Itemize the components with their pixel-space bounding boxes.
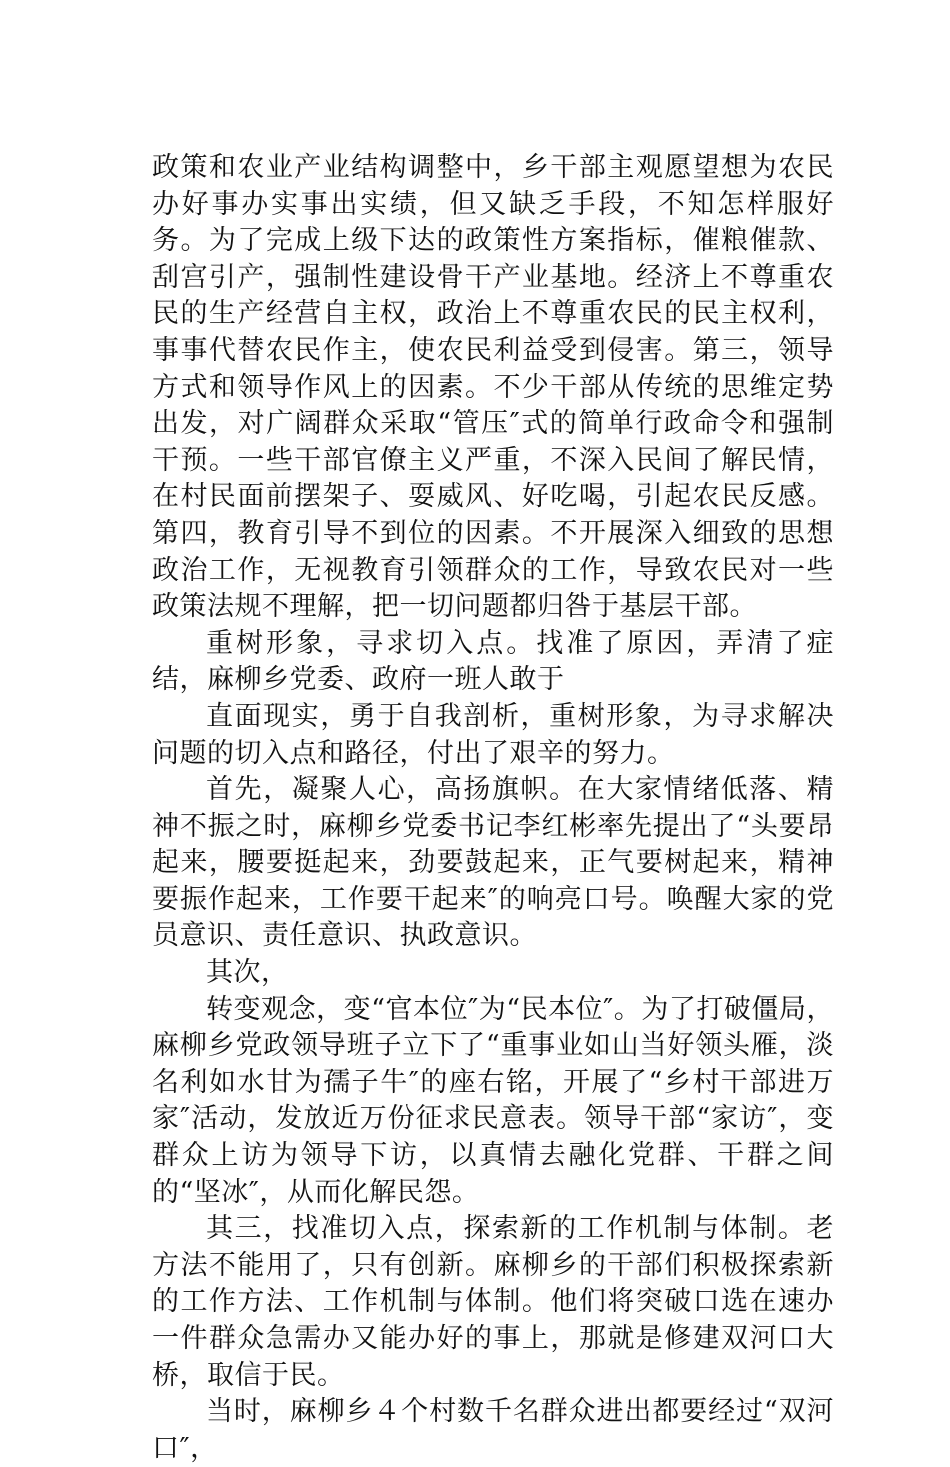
paragraph-face-reality: 直面现实，勇于自我剖析，重树形象，为寻求解决问题的切入点和路径，付出了艰辛的努力。 [152,700,834,769]
document-body [152,150,834,1467]
paragraph-rebuild-image: 重树形象，寻求切入点。找准了原因，弄清了症结，麻柳乡党委、政府一班人敢于 [152,627,834,696]
paragraph-continuation: 政策和农业产业结构调整中，乡干部主观愿望想为农民办好事办实事出实绩，但又缺乏手段，不知怎样服好务。为了完成上级下达的政策性方案指标，催粮催款、刮宫引产，强制性建设骨干产业基地。经济上不尊重农民的生产经营自主权，政治上不尊重农民的民主权利，事事代替农民作主，使农民利益受到侵害。第三，领导方式和领导作风上的因素。不少干部从传统的思维定势出发，对广阔群众采取“管压″式的简单行政命令和强制干预。一些干部官僚主义严重，不深入民间了解民情，在村民面前摆架子、耍威风、好吃喝，引起农民反感。第四，教育引导不到位的因素。不开展深入细致的思想政治工作，无视教育引领群众的工作，导致农民对一些政策法规不理解，把一切问题都归咎于基层干部。 [152,152,834,623]
paragraph-change-concept: 转变观念，变“官本位″为“民本位″。为了打破僵局，麻柳乡党政领导班子立下了“重事业如山当好领头雁，淡名利如水甘为孺子牛″的座右铭，开展了“乡村干部进万家″活动，发放近万份征求民意表。领导干部“家访″，变群众上访为领导下访，以真情去融化党群、干群之间的“坚冰″，从而化解民怨。 [152,993,834,1208]
paragraph-first: 首先，凝聚人心，高扬旗帜。在大家情绪低落、精神不振之时，麻柳乡党委书记李红彬率先提出了“头要昂起来，腰要挺起来，劲要鼓起来，正气要树起来，精神要振作起来，工作要干起来″的响亮口号。唤醒大家的党员意识、责任意识、执政意识。 [152,774,834,952]
paragraph-at-that-time: 当时，麻柳乡４个村数千名群众进出都要经过“双河口″， [152,1396,834,1464]
paragraph-third: 其三，找准切入点，探索新的工作机制与体制。老方法不能用了，只有创新。麻柳乡的干部们积极探索新的工作方法、工作机制与体制。他们将突破口选在速办一件群众急需办又能办好的事上，那就是修建双河口大桥，取信于民。 [152,1213,834,1391]
paragraph-second-heading: 其次， [206,957,289,989]
